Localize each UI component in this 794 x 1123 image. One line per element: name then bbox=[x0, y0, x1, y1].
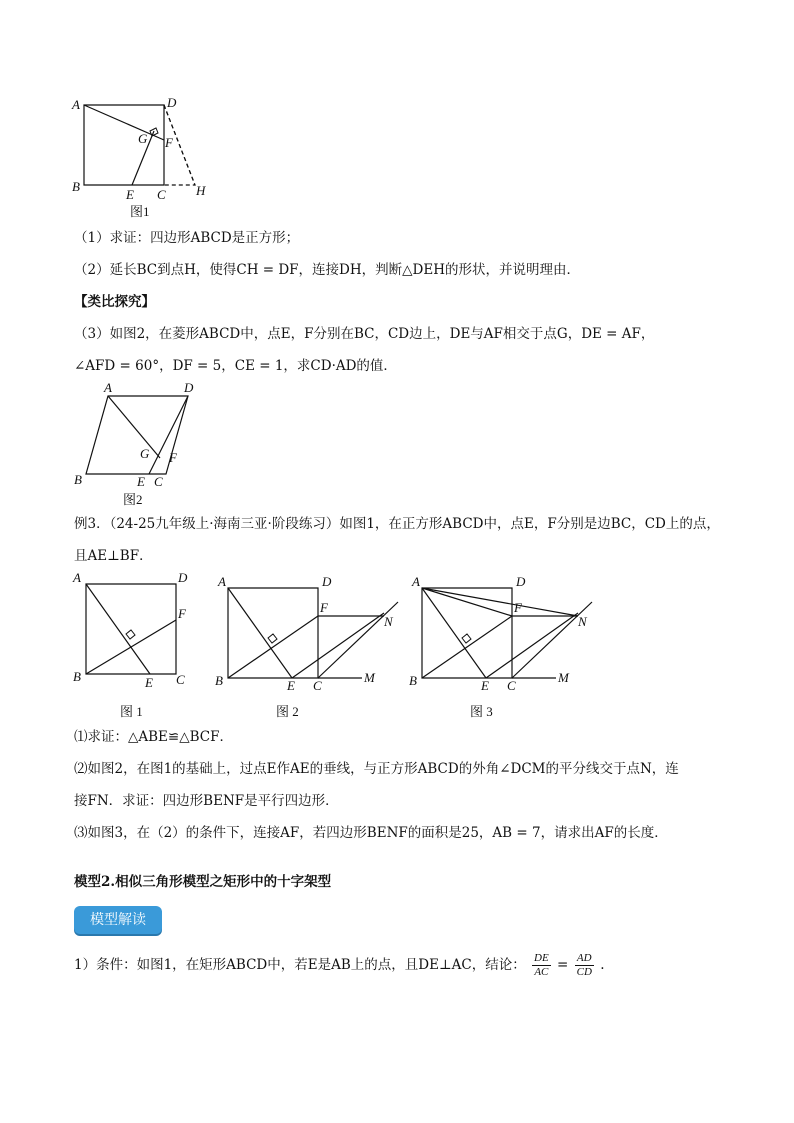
label-A: A bbox=[412, 574, 420, 589]
fraction-denominator: CD bbox=[576, 966, 592, 978]
example-3-figure-1 bbox=[70, 568, 200, 728]
model-interpretation-banner: 模型解读 bbox=[74, 906, 162, 934]
label-G: G bbox=[138, 131, 148, 146]
analogy-heading: 【类比探究】 bbox=[74, 294, 155, 310]
label-A: A bbox=[218, 574, 226, 589]
label-M: M bbox=[558, 670, 569, 685]
label-C: C bbox=[313, 678, 322, 693]
label-D: D bbox=[184, 380, 194, 395]
example-3-figure-2 bbox=[212, 568, 407, 728]
example-3-line-2: 且AE⊥BF． bbox=[74, 548, 153, 564]
example-3-question-2-line-2: 接FN．求证：四边形BENF是平行四边形． bbox=[74, 793, 339, 809]
question-2: （2）延长BC到点H，使得CH = DF，连接DH，判断△DEH的形状，并说明理由． bbox=[74, 262, 580, 278]
label-F: F bbox=[169, 450, 177, 465]
label-E: E bbox=[287, 678, 295, 693]
label-A: A bbox=[104, 380, 112, 395]
label-F: F bbox=[165, 135, 173, 150]
example-3-figure-1-caption: 图 1 bbox=[120, 704, 143, 719]
label-C: C bbox=[157, 187, 166, 202]
label-D: D bbox=[322, 574, 332, 589]
label-A: A bbox=[73, 570, 81, 585]
condition-text: 1）条件：如图1，在矩形ABCD中，若E是AB上的点，且DE⊥AC，结论： bbox=[74, 957, 526, 973]
label-C: C bbox=[176, 672, 185, 687]
label-B: B bbox=[73, 669, 81, 684]
label-N: N bbox=[384, 614, 393, 629]
condition-line bbox=[74, 950, 604, 980]
label-D: D bbox=[516, 574, 526, 589]
label-F: F bbox=[178, 606, 186, 621]
figure-2-diagram bbox=[70, 380, 210, 510]
label-B: B bbox=[72, 179, 80, 194]
question-3-line-2: ∠AFD = 60°，DF = 5，CE = 1，求CD·AD的值． bbox=[74, 358, 397, 374]
example-3-question-3: ⑶如图3，在（2）的条件下，连接AF，若四边形BENF的面积是25，AB = 7，请求出AF的长度． bbox=[74, 825, 668, 841]
label-B: B bbox=[74, 472, 82, 487]
label-H: H bbox=[196, 183, 206, 198]
fraction-de-ac bbox=[532, 952, 551, 979]
label-E: E bbox=[481, 678, 489, 693]
example-3-question-2-line-1: ⑵如图2，在图1的基础上，过点E作AE的垂线，与正方形ABCD的外角∠DCM的平分线交于点N，连 bbox=[74, 761, 679, 777]
label-G: G bbox=[140, 446, 150, 461]
label-D: D bbox=[178, 570, 188, 585]
label-M: M bbox=[364, 670, 375, 685]
fraction-numerator: AD bbox=[575, 952, 594, 966]
figure-2-caption: 图2 bbox=[123, 492, 143, 507]
fraction-ad-cd bbox=[575, 952, 594, 979]
example-3-figure-3 bbox=[406, 568, 601, 728]
fraction-denominator: AC bbox=[534, 966, 549, 978]
model-2-title: 模型2.相似三角形模型之矩形中的十字架型 bbox=[74, 874, 332, 890]
label-C: C bbox=[154, 474, 163, 489]
example-3-figure-3-caption: 图 3 bbox=[470, 704, 493, 719]
question-1: （1）求证：四边形ABCD是正方形； bbox=[74, 230, 300, 246]
question-3-line-1: （3）如图2，在菱形ABCD中，点E，F分别在BC，CD边上，DE与AF相交于点G，DE = AF， bbox=[74, 326, 655, 342]
figure-1-caption: 图1 bbox=[130, 204, 150, 219]
example-3-question-1: ⑴求证：△ABE≌△BCF． bbox=[74, 729, 233, 745]
fraction-numerator: DE bbox=[534, 952, 549, 964]
label-N: N bbox=[578, 614, 587, 629]
label-E: E bbox=[137, 474, 145, 489]
label-E: E bbox=[126, 187, 134, 202]
label-F: F bbox=[320, 600, 328, 615]
equals-sign: = bbox=[557, 957, 569, 973]
label-A: A bbox=[72, 97, 80, 112]
end-period: . bbox=[600, 957, 605, 973]
figure-1-diagram bbox=[70, 95, 220, 225]
label-F: F bbox=[514, 600, 522, 615]
label-D: D bbox=[167, 95, 177, 110]
example-3-figure-2-caption: 图 2 bbox=[276, 704, 299, 719]
label-C: C bbox=[507, 678, 516, 693]
label-B: B bbox=[409, 673, 417, 688]
label-E: E bbox=[145, 675, 153, 690]
label-B: B bbox=[215, 673, 223, 688]
example-3-line-1: 例3．（24-25九年级上·海南三亚·阶段练习）如图1，在正方形ABCD中，点E，F分别是边BC，CD上的点， bbox=[74, 516, 720, 532]
